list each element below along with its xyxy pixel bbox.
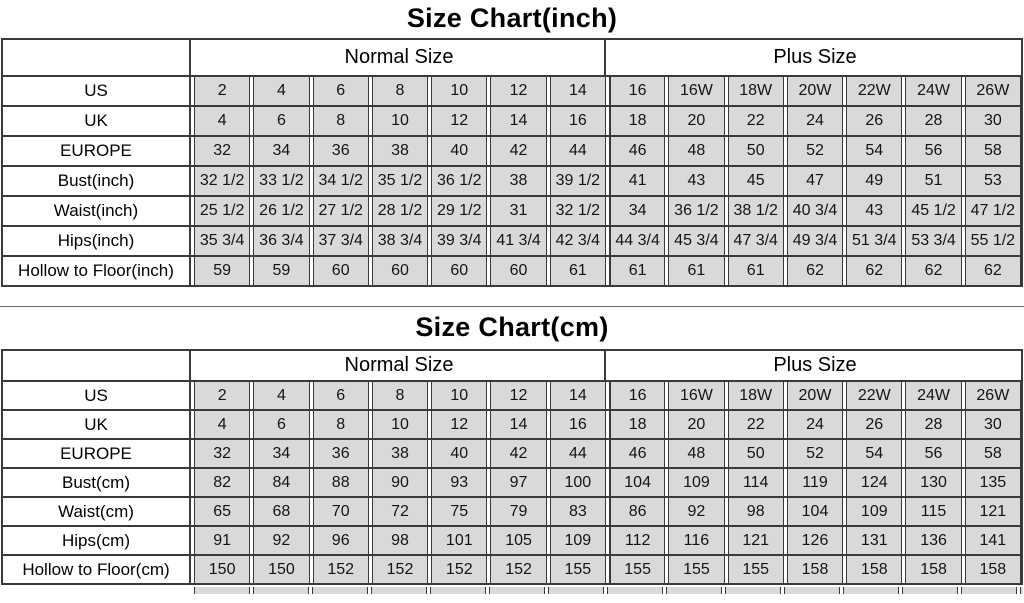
size-cell: 38: [490, 167, 546, 195]
size-cell: 28 1/2: [372, 197, 428, 225]
size-cell: 46: [609, 137, 665, 165]
size-cell: 115: [905, 498, 961, 525]
size-cell: 34 1/2: [313, 167, 369, 195]
size-cell: 150: [253, 556, 309, 583]
size-cell: 61: [609, 257, 665, 285]
size-cell: 62: [846, 257, 902, 285]
size-cell: 38: [372, 440, 428, 467]
size-cell: 16: [609, 382, 665, 409]
size-cell: 44: [550, 440, 606, 467]
row-label: UK: [3, 411, 191, 438]
size-cell: 114: [728, 469, 784, 496]
size-cell: 8: [372, 77, 428, 105]
size-cell: 18: [609, 107, 665, 135]
size-cell: 60: [372, 257, 428, 285]
table-row: [3, 197, 1021, 227]
plus-size-header: Plus Size: [609, 351, 1021, 380]
size-cell: 42 3/4: [550, 227, 606, 255]
corner-cell: [3, 351, 191, 380]
size-cell: 6: [253, 411, 309, 438]
size-cell: 130: [905, 469, 961, 496]
table-row: [3, 137, 1021, 167]
size-chart-inch-title: Size Chart(inch): [406, 3, 618, 33]
table-row: [3, 440, 1021, 469]
size-cell: 60: [313, 257, 369, 285]
size-cell: 40 3/4: [787, 197, 843, 225]
size-cell: 109: [846, 498, 902, 525]
size-cell: 26 1/2: [253, 197, 309, 225]
size-cell: 33 1/2: [253, 167, 309, 195]
size-cell: 32: [194, 440, 250, 467]
row-label: Waist(cm): [3, 498, 191, 525]
row-label: EUROPE: [3, 440, 191, 467]
size-cell: 16: [609, 77, 665, 105]
row-label: Bust(inch): [3, 167, 191, 195]
size-cell: 26: [846, 107, 902, 135]
size-cell: 22: [728, 411, 784, 438]
size-cell: 152: [431, 556, 487, 583]
size-cell: 24: [787, 107, 843, 135]
size-chart-cm-title-row: [0, 306, 1024, 349]
size-group-header-row: [3, 40, 1021, 77]
size-cell: 34: [609, 197, 665, 225]
size-cell: 109: [668, 469, 724, 496]
size-cell: 37 3/4: [313, 227, 369, 255]
row-label: Hollow to Floor(inch): [3, 257, 191, 285]
size-cell: 97: [490, 469, 546, 496]
size-cell: 39 1/2: [550, 167, 606, 195]
size-cell: 39 3/4: [431, 227, 487, 255]
table-row: [3, 469, 1021, 498]
size-cell: 16: [550, 107, 606, 135]
size-cell: 25 1/2: [194, 197, 250, 225]
row-label: Waist(inch): [3, 197, 191, 225]
size-cell: 58: [965, 440, 1021, 467]
table-row: [3, 107, 1021, 137]
size-cell: 18: [609, 411, 665, 438]
size-cell: 58: [965, 137, 1021, 165]
size-cell: 30: [965, 107, 1021, 135]
row-label: EUROPE: [3, 137, 191, 165]
size-cell: 36: [313, 137, 369, 165]
size-cell: 22: [728, 107, 784, 135]
size-cell: 47 1/2: [965, 197, 1021, 225]
cropped-next-row-strip: [194, 587, 1023, 594]
row-label: Bust(cm): [3, 469, 191, 496]
size-cell: 45 3/4: [668, 227, 724, 255]
size-cell: 38: [372, 137, 428, 165]
size-cell: 84: [253, 469, 309, 496]
size-cell: 93: [431, 469, 487, 496]
table-row: [3, 382, 1021, 411]
size-cell: 10: [372, 107, 428, 135]
size-cell: 152: [313, 556, 369, 583]
table-row: [3, 77, 1021, 107]
size-table-cm: [1, 349, 1023, 585]
size-cell: 55 1/2: [965, 227, 1021, 255]
size-cell: 8: [313, 107, 369, 135]
size-cell: 29 1/2: [431, 197, 487, 225]
size-cell: 155: [550, 556, 606, 583]
size-cell: 28: [905, 411, 961, 438]
size-table-inch: [1, 38, 1023, 287]
size-cell: 20: [668, 411, 724, 438]
size-cell: 158: [965, 556, 1021, 583]
size-cell: 53: [965, 167, 1021, 195]
size-cell: 26W: [965, 382, 1021, 409]
table-row: [3, 411, 1021, 440]
size-cell: 16W: [668, 382, 724, 409]
size-cell: 98: [728, 498, 784, 525]
table-row: [3, 167, 1021, 197]
size-cell: 27 1/2: [313, 197, 369, 225]
size-cell: 109: [550, 527, 606, 554]
table-row: [3, 556, 1021, 583]
size-cell: 52: [787, 137, 843, 165]
size-cell: 10: [431, 382, 487, 409]
size-cell: 24: [787, 411, 843, 438]
size-cell: 100: [550, 469, 606, 496]
size-cell: 26: [846, 411, 902, 438]
size-cell: 8: [372, 382, 428, 409]
size-cell: 56: [905, 440, 961, 467]
size-cell: 35 1/2: [372, 167, 428, 195]
size-cell: 34: [253, 440, 309, 467]
size-cell: 48: [668, 440, 724, 467]
size-cell: 10: [431, 77, 487, 105]
size-cell: 112: [609, 527, 665, 554]
size-cell: 32 1/2: [194, 167, 250, 195]
size-cell: 88: [313, 469, 369, 496]
size-cell: 124: [846, 469, 902, 496]
size-cell: 10: [372, 411, 428, 438]
size-cell: 40: [431, 137, 487, 165]
size-cell: 51: [905, 167, 961, 195]
size-cell: 61: [668, 257, 724, 285]
size-cell: 152: [490, 556, 546, 583]
size-cell: 62: [965, 257, 1021, 285]
size-cell: 42: [490, 137, 546, 165]
size-cell: 50: [728, 137, 784, 165]
size-cell: 56: [905, 137, 961, 165]
size-cell: 82: [194, 469, 250, 496]
size-cell: 104: [609, 469, 665, 496]
size-chart-page: [0, 3, 1024, 594]
size-cell: 16: [550, 411, 606, 438]
size-cell: 18W: [728, 77, 784, 105]
size-cell: 22W: [846, 382, 902, 409]
size-cell: 38 3/4: [372, 227, 428, 255]
size-cell: 36 1/2: [668, 197, 724, 225]
size-cell: 12: [431, 411, 487, 438]
table-row: [3, 498, 1021, 527]
size-cell: 104: [787, 498, 843, 525]
table-row: [3, 257, 1021, 285]
size-cell: 105: [490, 527, 546, 554]
plus-size-header: Plus Size: [609, 40, 1021, 75]
size-cell: 96: [313, 527, 369, 554]
size-cell: 61: [728, 257, 784, 285]
size-cell: 44 3/4: [609, 227, 665, 255]
size-cell: 40: [431, 440, 487, 467]
size-cell: 50: [728, 440, 784, 467]
size-cell: 116: [668, 527, 724, 554]
size-cell: 158: [846, 556, 902, 583]
size-cell: 12: [490, 77, 546, 105]
normal-size-header: Normal Size: [194, 40, 606, 75]
size-cell: 135: [965, 469, 1021, 496]
size-cell: 121: [965, 498, 1021, 525]
size-cell: 68: [253, 498, 309, 525]
size-cell: 60: [431, 257, 487, 285]
corner-cell: [3, 40, 191, 75]
size-cell: 79: [490, 498, 546, 525]
row-label: Hollow to Floor(cm): [3, 556, 191, 583]
size-cell: 4: [194, 411, 250, 438]
size-cell: 20W: [787, 382, 843, 409]
size-chart-cm-section: [0, 306, 1024, 585]
size-cell: 36: [313, 440, 369, 467]
size-cell: 54: [846, 137, 902, 165]
size-cell: 14: [550, 382, 606, 409]
size-cell: 158: [787, 556, 843, 583]
size-cell: 155: [609, 556, 665, 583]
size-cell: 92: [253, 527, 309, 554]
size-cell: 18W: [728, 382, 784, 409]
size-cell: 2: [194, 77, 250, 105]
size-cell: 155: [728, 556, 784, 583]
size-cell: 51 3/4: [846, 227, 902, 255]
row-label: Hips(inch): [3, 227, 191, 255]
size-cell: 12: [431, 107, 487, 135]
size-cell: 48: [668, 137, 724, 165]
size-cell: 90: [372, 469, 428, 496]
size-cell: 91: [194, 527, 250, 554]
size-cell: 152: [372, 556, 428, 583]
size-cell: 75: [431, 498, 487, 525]
size-cell: 14: [490, 107, 546, 135]
size-cell: 60: [490, 257, 546, 285]
table-row: [3, 227, 1021, 257]
size-cell: 92: [668, 498, 724, 525]
size-cell: 8: [313, 411, 369, 438]
size-cell: 47 3/4: [728, 227, 784, 255]
size-cell: 32 1/2: [550, 197, 606, 225]
size-cell: 46: [609, 440, 665, 467]
size-cell: 28: [905, 107, 961, 135]
size-cell: 30: [965, 411, 1021, 438]
size-cell: 41: [609, 167, 665, 195]
size-group-header-row: [3, 351, 1021, 382]
size-cell: 2: [194, 382, 250, 409]
size-cell: 41 3/4: [490, 227, 546, 255]
size-cell: 54: [846, 440, 902, 467]
size-cell: 24W: [905, 77, 961, 105]
size-cell: 131: [846, 527, 902, 554]
size-cell: 43: [846, 197, 902, 225]
size-cell: 65: [194, 498, 250, 525]
size-cell: 62: [905, 257, 961, 285]
size-cell: 158: [905, 556, 961, 583]
size-cell: 6: [313, 382, 369, 409]
size-cell: 47: [787, 167, 843, 195]
row-label: UK: [3, 107, 191, 135]
row-label: Hips(cm): [3, 527, 191, 554]
size-cell: 20W: [787, 77, 843, 105]
size-cell: 26W: [965, 77, 1021, 105]
size-cell: 86: [609, 498, 665, 525]
size-chart-cm-title: Size Chart(cm): [415, 312, 609, 342]
row-label: US: [3, 382, 191, 409]
size-cell: 22W: [846, 77, 902, 105]
size-cell: 62: [787, 257, 843, 285]
size-cell: 6: [313, 77, 369, 105]
normal-size-header: Normal Size: [194, 351, 606, 380]
size-cell: 34: [253, 137, 309, 165]
size-cell: 49: [846, 167, 902, 195]
size-cell: 12: [490, 382, 546, 409]
row-label: US: [3, 77, 191, 105]
size-cell: 61: [550, 257, 606, 285]
size-cell: 6: [253, 107, 309, 135]
size-cell: 4: [194, 107, 250, 135]
size-cell: 59: [194, 257, 250, 285]
size-cell: 4: [253, 77, 309, 105]
size-cell: 155: [668, 556, 724, 583]
size-cell: 16W: [668, 77, 724, 105]
size-cell: 43: [668, 167, 724, 195]
size-cell: 14: [550, 77, 606, 105]
size-cell: 119: [787, 469, 843, 496]
size-cell: 101: [431, 527, 487, 554]
size-cell: 121: [728, 527, 784, 554]
size-cell: 36 3/4: [253, 227, 309, 255]
size-cell: 52: [787, 440, 843, 467]
size-cell: 70: [313, 498, 369, 525]
size-cell: 24W: [905, 382, 961, 409]
size-cell: 98: [372, 527, 428, 554]
size-cell: 49 3/4: [787, 227, 843, 255]
size-cell: 35 3/4: [194, 227, 250, 255]
size-cell: 4: [253, 382, 309, 409]
size-cell: 42: [490, 440, 546, 467]
size-cell: 45 1/2: [905, 197, 961, 225]
size-cell: 83: [550, 498, 606, 525]
size-cell: 14: [490, 411, 546, 438]
table-row: [3, 527, 1021, 556]
size-cell: 59: [253, 257, 309, 285]
size-cell: 136: [905, 527, 961, 554]
size-cell: 141: [965, 527, 1021, 554]
size-cell: 32: [194, 137, 250, 165]
size-cell: 31: [490, 197, 546, 225]
size-cell: 126: [787, 527, 843, 554]
size-cell: 150: [194, 556, 250, 583]
size-cell: 44: [550, 137, 606, 165]
size-cell: 20: [668, 107, 724, 135]
size-cell: 72: [372, 498, 428, 525]
size-cell: 53 3/4: [905, 227, 961, 255]
size-chart-inch-section: [0, 3, 1024, 287]
size-cell: 38 1/2: [728, 197, 784, 225]
size-cell: 36 1/2: [431, 167, 487, 195]
size-cell: 45: [728, 167, 784, 195]
